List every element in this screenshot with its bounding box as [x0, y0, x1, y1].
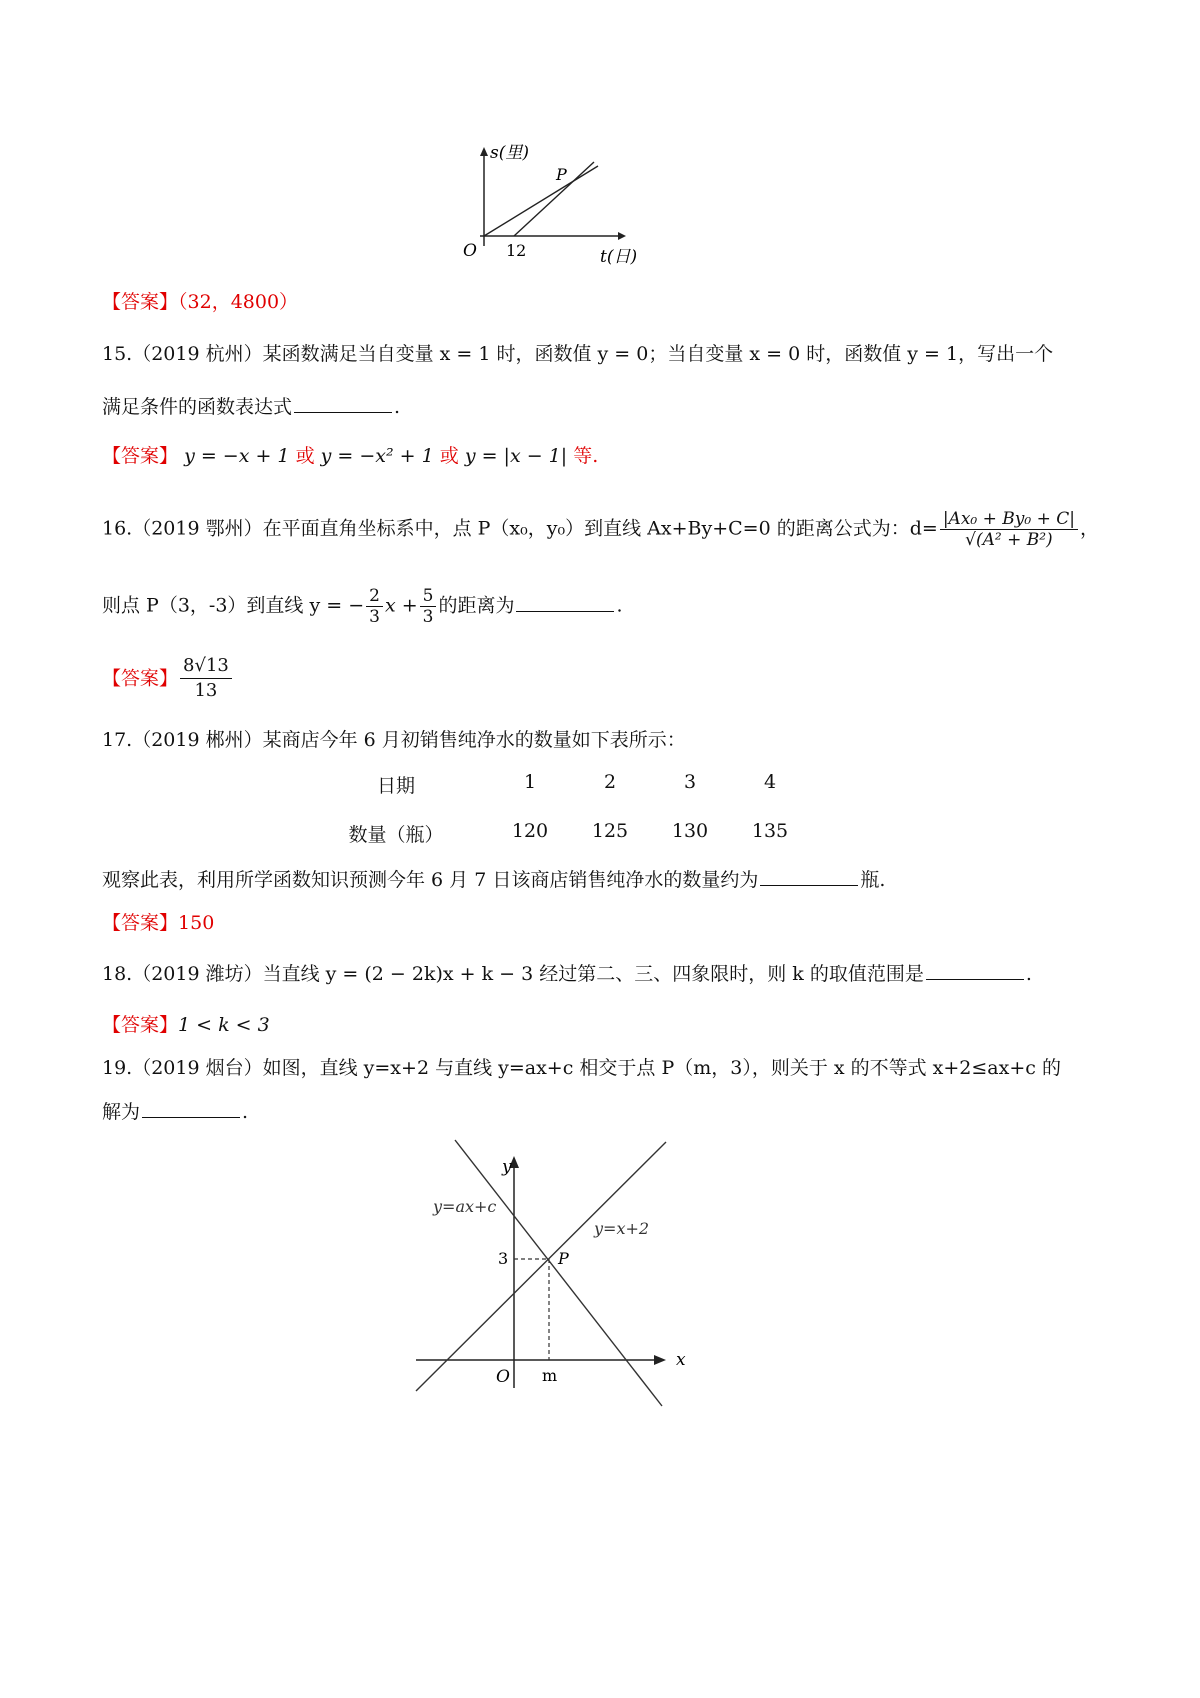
answer-16 — [102, 654, 234, 703]
x-axis-arrow — [654, 1355, 666, 1365]
answer-blank — [760, 867, 858, 886]
x-axis-label: t(日) — [600, 247, 638, 267]
question-16-line-2 — [102, 586, 623, 627]
point-label: P — [556, 165, 567, 184]
question-text: 观察此表，利用所学函数知识预测今年 6 月 7 日该商店销售纯净水的数量约为 — [102, 869, 759, 891]
frac-num: 5 — [420, 586, 437, 607]
x-axis-label: x — [676, 1350, 686, 1370]
frac-num: 8√13 — [180, 654, 232, 679]
question-19-line-2 — [102, 1099, 248, 1125]
answer-text: （32，4800） — [178, 291, 299, 313]
y-axis-arrow — [480, 147, 488, 156]
answer-15 — [102, 443, 598, 469]
or-word-1: 或 — [295, 445, 315, 467]
question-17-line-2 — [102, 867, 885, 893]
answer-text: 150 — [178, 912, 215, 934]
question-16-line-1 — [102, 509, 1099, 550]
answer-tag: 【答案】 — [102, 667, 179, 690]
or-word-2: 或 — [439, 445, 459, 467]
table-header-3: 3 — [683, 771, 697, 793]
answer-fraction — [180, 654, 232, 703]
question-17-line-1: 17.（2019 郴州）某商店今年 6 月初销售纯净水的数量如下表所示： — [102, 729, 686, 751]
period: . — [242, 1101, 249, 1123]
period: . — [394, 396, 401, 418]
question-15-line-1: 15.（2019 杭州）某函数满足当自变量 x = 1 时，函数值 y = 0；当自变量 x = 0 时，函数值 y = 1，写出一个 — [102, 343, 1054, 365]
period: . — [1025, 963, 1032, 985]
tick-label-m: m — [542, 1366, 558, 1385]
answer-14 — [102, 289, 298, 315]
table-header-4: 4 — [763, 771, 777, 793]
comma: ， — [1079, 517, 1099, 540]
question-18-line-1 — [102, 961, 1032, 987]
answer-tail: 等. — [573, 445, 599, 467]
answer-18 — [102, 1012, 270, 1038]
tick-label-3: 3 — [498, 1249, 509, 1268]
line-ax-plus-c — [455, 1140, 662, 1406]
question-text: 解为 — [102, 1101, 141, 1123]
answer-blank — [142, 1099, 240, 1118]
frac-num: 2 — [366, 586, 383, 607]
table-cell-125: 125 — [591, 820, 629, 842]
answer-expr-3: y = |x − 1| — [464, 445, 568, 467]
point-label: P — [558, 1249, 569, 1268]
answer-tag: 【答案】 — [102, 445, 179, 467]
distance-formula — [940, 509, 1078, 550]
table-cell-130: 130 — [671, 820, 709, 842]
answer-blank — [516, 593, 614, 612]
origin-label: O — [463, 241, 477, 261]
tick-label-12: 12 — [506, 241, 527, 260]
origin-label: O — [496, 1367, 510, 1387]
answer-blank — [926, 961, 1024, 980]
line-from-origin — [484, 166, 598, 236]
frac-den: 13 — [194, 680, 218, 701]
answer-expr-2: y = −x² + 1 — [320, 445, 434, 467]
question-15-line-2 — [102, 394, 400, 420]
question-19-line-1: 19.（2019 烟台）如图，直线 y=x+2 与直线 y=ax+c 相交于点 P（m，3），则关于 x 的不等式 x+2≤ax+c 的 — [102, 1057, 1061, 1079]
table-header-1: 1 — [523, 771, 537, 793]
answer-tag: 【答案】 — [102, 1014, 179, 1036]
x-axis-arrow — [618, 232, 626, 240]
distance-time-figure — [458, 138, 648, 268]
fraction-5-3 — [420, 586, 437, 627]
question-text-b: x + — [384, 594, 418, 617]
question-text: 18.（2019 潍坊）当直线 y = (2 − 2k)x + k − 3 经过第二、三、四象限时，则 k 的取值范围是 — [102, 963, 924, 985]
question-text: 满足条件的函数表达式 — [102, 396, 293, 418]
y-axis-label: s(里) — [490, 143, 529, 163]
answer-17 — [102, 910, 214, 936]
line-x-plus-2 — [416, 1142, 666, 1391]
table-header-2: 2 — [603, 771, 617, 793]
question-text: 16.（2019 鄂州）在平面直角坐标系中，点 P（x₀，y₀）到直线 Ax+By+C=0 的距离公式为：d= — [102, 517, 938, 540]
line-ax-plus-c-label: y=ax+c — [433, 1197, 497, 1216]
answer-tag: 【答案】 — [102, 291, 179, 313]
table-row-label: 数量（瓶） — [348, 824, 444, 846]
formula-numerator: |Ax₀ + By₀ + C| — [940, 509, 1078, 530]
answer-text: 1 < k < 3 — [178, 1014, 270, 1036]
unit: 瓶. — [860, 869, 886, 891]
answer-blank — [294, 394, 392, 413]
formula-denominator: √(A² + B²) — [965, 530, 1053, 550]
question-text-a: 则点 P（3，-3）到直线 y = − — [102, 594, 365, 617]
question-text-c: 的距离为 — [438, 594, 515, 617]
line-from-12 — [514, 162, 594, 236]
table-header-date: 日期 — [376, 775, 415, 797]
frac-den: 3 — [369, 607, 380, 627]
answer-tag: 【答案】 — [102, 912, 179, 934]
line-x-plus-2-label: y=x+2 — [594, 1219, 650, 1238]
table-cell-135: 135 — [751, 820, 789, 842]
answer-expr-1: y = −x + 1 — [184, 445, 290, 467]
period: . — [616, 594, 623, 617]
y-axis-label: y — [502, 1157, 512, 1177]
fraction-2-3 — [366, 586, 383, 627]
table-cell-120: 120 — [511, 820, 549, 842]
intersecting-lines-figure — [410, 1138, 700, 1413]
frac-den: 3 — [422, 607, 434, 627]
